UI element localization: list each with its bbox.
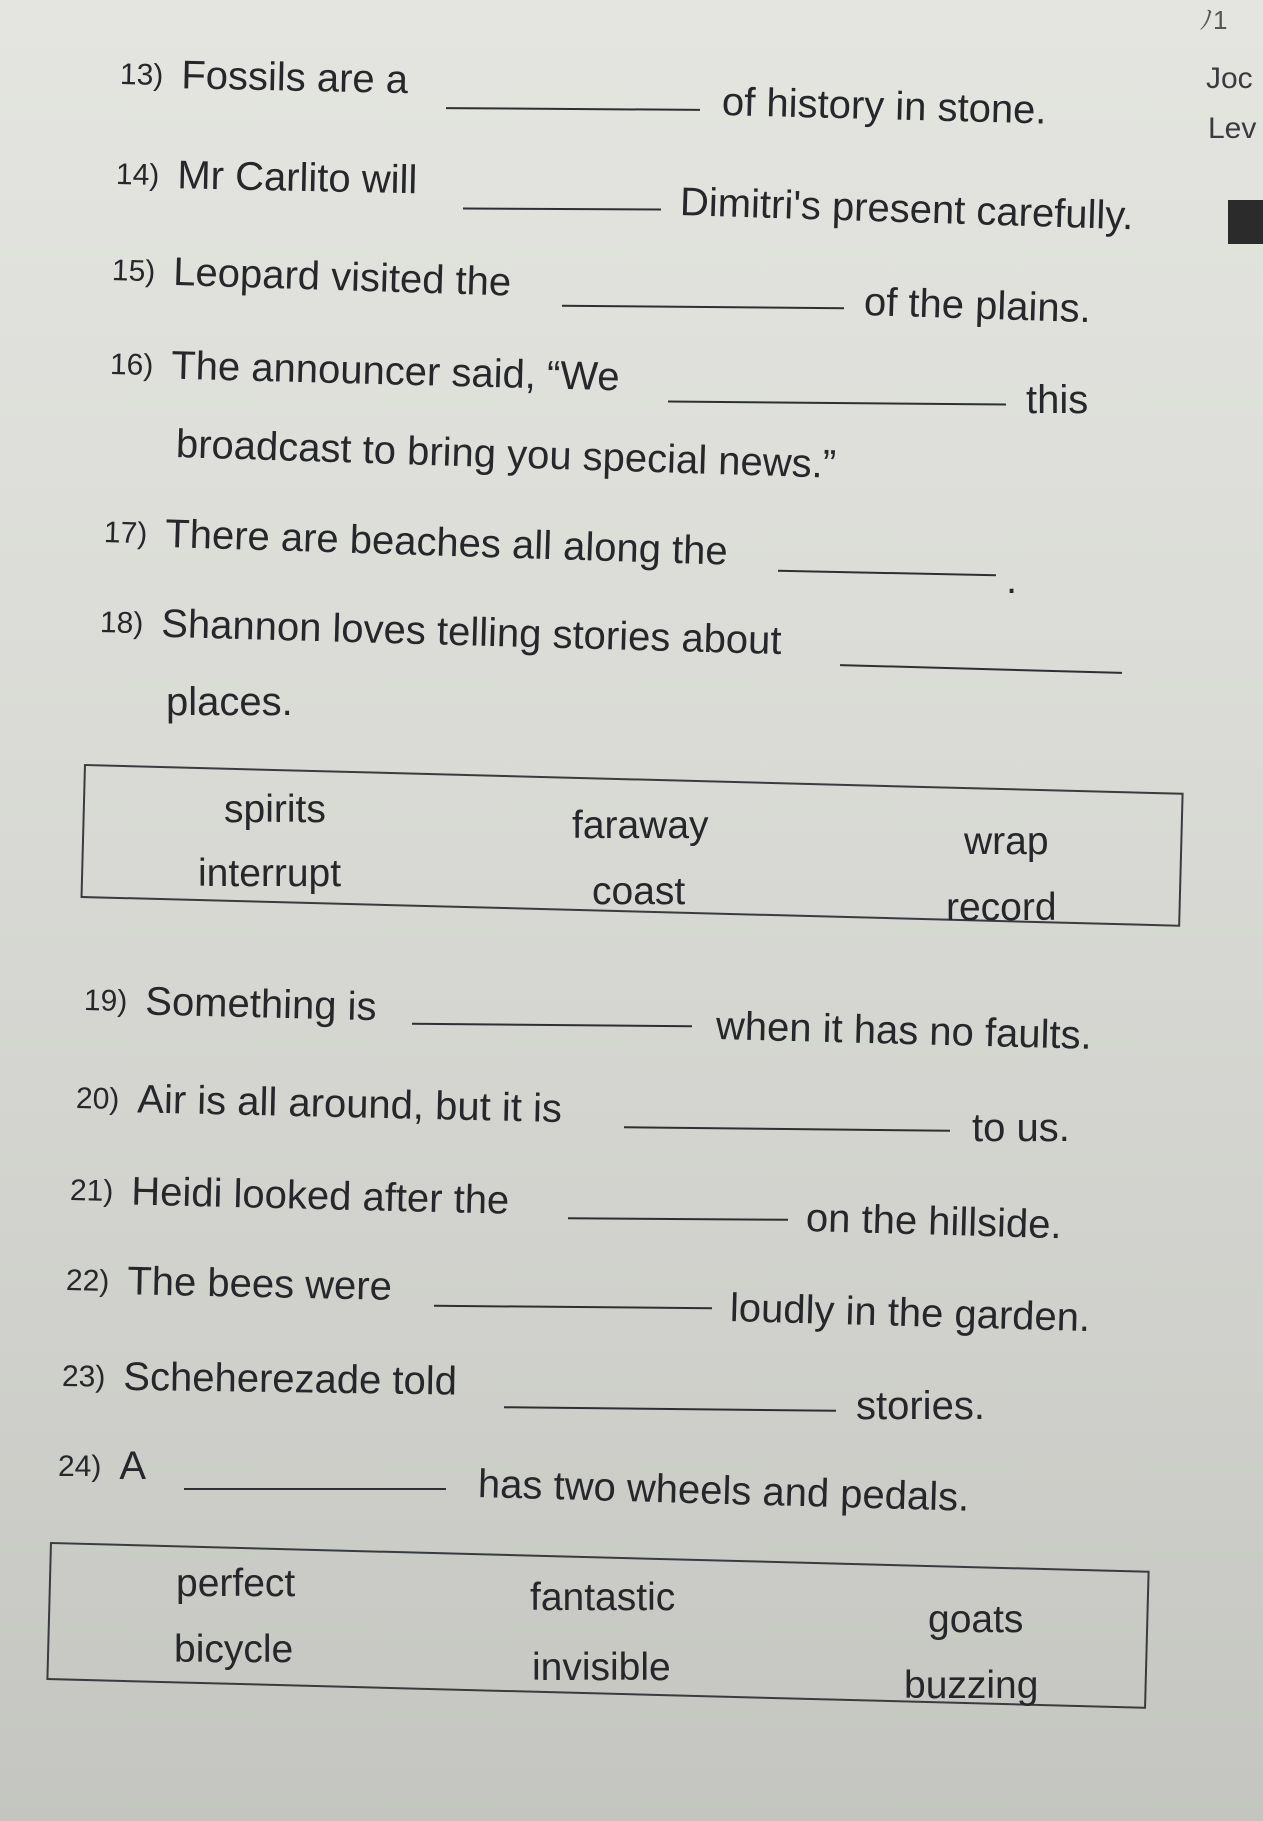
question-20 <box>75 1077 563 1132</box>
answer-blank-19[interactable] <box>412 1023 692 1027</box>
question-number: 20) <box>75 1082 120 1116</box>
word-bank-item: buzzing <box>904 1664 1039 1707</box>
question-24 <box>58 1446 146 1486</box>
question-text-before: Fossils are a <box>180 53 409 103</box>
word-bank-item: faraway <box>572 804 709 847</box>
question-20-after: to us. <box>972 1106 1070 1150</box>
question-text-before: Leopard visited the <box>172 249 512 305</box>
question-18-line2: places. <box>166 680 293 724</box>
question-text-before: Something is <box>144 979 378 1030</box>
word-bank-item: interrupt <box>198 852 342 895</box>
question-text-before: Heidi looked after the <box>130 1169 510 1223</box>
question-14-after: Dimitri's present carefully. <box>679 180 1135 239</box>
question-number: 14) <box>115 158 160 192</box>
word-bank-item: perfect <box>176 1562 296 1605</box>
question-21-after: on the hillside. <box>805 1196 1063 1248</box>
question-22-after: loudly in the garden. <box>729 1286 1091 1341</box>
answer-blank-14[interactable] <box>463 207 661 210</box>
answer-blank-17[interactable] <box>778 570 996 577</box>
question-text-before: The bees were <box>126 1259 393 1309</box>
answer-blank-24[interactable] <box>184 1488 446 1490</box>
answer-blank-18[interactable] <box>840 664 1122 674</box>
question-number: 18) <box>99 606 144 641</box>
question-number: 24) <box>58 1450 102 1483</box>
corner-mark-line1: Joc <box>1206 62 1253 95</box>
question-24-after: has two wheels and pedals. <box>477 1462 970 1520</box>
question-text-before: Mr Carlito will <box>176 153 418 203</box>
word-bank-item: wrap <box>964 820 1049 863</box>
question-16 <box>109 343 621 400</box>
answer-blank-21[interactable] <box>568 1217 788 1221</box>
question-number: 23) <box>61 1360 106 1394</box>
question-13 <box>119 53 409 103</box>
question-13-after: of history in stone. <box>721 80 1048 133</box>
question-19 <box>83 979 378 1030</box>
question-text-before: There are beaches all along the <box>164 511 729 574</box>
question-number: 19) <box>83 984 128 1019</box>
word-bank-item: bicycle <box>174 1628 294 1671</box>
answer-blank-15[interactable] <box>562 305 844 309</box>
question-number: 13) <box>119 58 164 92</box>
question-16-line2: broadcast to bring you special news.” <box>175 422 837 487</box>
question-16-after: this <box>1026 378 1089 422</box>
question-number: 17) <box>103 516 148 551</box>
question-22 <box>66 1260 393 1307</box>
word-bank-item: invisible <box>532 1646 671 1689</box>
question-15 <box>111 250 511 303</box>
question-number: 16) <box>109 348 154 383</box>
page-edge-tab <box>1228 200 1263 244</box>
question-21 <box>70 1170 510 1221</box>
answer-blank-16[interactable] <box>668 401 1006 406</box>
corner-mark-line2: Lev <box>1208 112 1257 145</box>
question-15-after: of the plains. <box>863 280 1092 332</box>
question-19-after: when it has no faults. <box>715 1004 1093 1058</box>
answer-blank-20[interactable] <box>624 1126 950 1131</box>
answer-blank-23[interactable] <box>504 1406 836 1411</box>
question-17-after: . <box>1006 558 1018 602</box>
question-text-before: The announcer said, “We <box>170 343 621 400</box>
question-18 <box>99 601 783 664</box>
corner-mark-top: ﾉ1 <box>1200 5 1228 35</box>
question-number: 21) <box>69 1174 114 1209</box>
question-17 <box>103 512 728 572</box>
word-bank-item: spirits <box>224 788 326 831</box>
question-text-before: Air is all around, but it is <box>136 1077 563 1132</box>
question-14 <box>115 153 418 203</box>
question-number: 22) <box>65 1264 110 1298</box>
word-bank-item: record <box>946 886 1057 929</box>
word-bank-item: goats <box>928 1598 1024 1641</box>
answer-blank-13[interactable] <box>446 107 700 111</box>
question-23 <box>62 1356 457 1402</box>
word-bank-item: coast <box>592 870 686 913</box>
answer-blank-22[interactable] <box>434 1305 712 1309</box>
question-text-before: A <box>119 1444 147 1488</box>
question-text-before: Shannon loves telling stories about <box>160 601 783 664</box>
question-number: 15) <box>111 254 156 289</box>
question-23-after: stories. <box>856 1384 985 1428</box>
question-text-before: Scheherezade told <box>123 1354 458 1404</box>
word-bank-item: fantastic <box>530 1576 676 1619</box>
